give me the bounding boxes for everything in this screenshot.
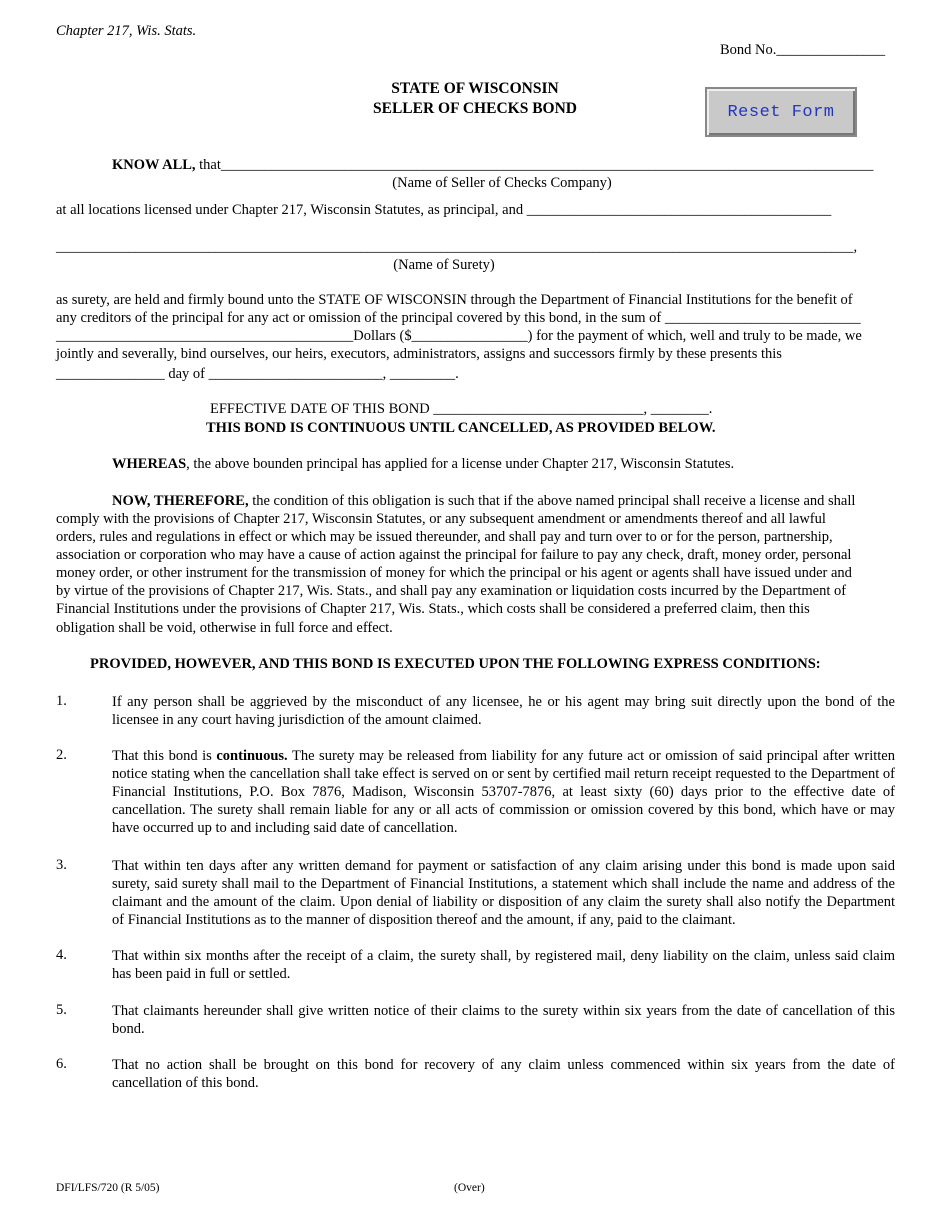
over-indicator: (Over): [454, 1182, 485, 1194]
surety-paragraph-line: jointly and severally, bind ourselves, our heirs, executors, administrators, assigns and successors firmly by these presents this: [56, 346, 782, 362]
title-state: STATE OF WISCONSIN: [391, 80, 559, 97]
now-therefore-line: by virtue of the provisions of Chapter 217, Wis. Stats., and shall pay any examination or liquidation costs incurred by the Department of: [56, 583, 847, 599]
condition-text-part: The surety may be released from liability for any future act or omission of said principal after written notice stating when the cancellation shall take effect is served on or sent by certified mail return receipt requested to the Department of Financial Institutions, P.O. Box 7876, Madison, Wisconsin 53707-7876, at least sixty (60) days prior to the effective date of cancellation. The surety shall remain liable for any or all acts of commission or omission covered by this bond, which have or may have occurred up to and including said date of cancellation.: [112, 748, 895, 836]
locations-line[interactable]: at all locations licensed under Chapter 217, Wisconsin Statutes, as principal, and __________________________________________: [56, 202, 832, 218]
chapter-reference: Chapter 217, Wis. Stats.: [56, 23, 197, 39]
reset-form-button[interactable]: Reset Form: [705, 87, 857, 137]
seller-name-field[interactable]: that__________________________________________________________________________________________: [195, 157, 874, 173]
surety-caption: (Name of Surety): [393, 257, 495, 273]
condition-text: That within six months after the receipt of a claim, the surety shall, by registered mail, deny liability on the claim, unless said claim has been paid in full or settled.: [112, 948, 895, 982]
signing-date-line[interactable]: _______________ day of ________________________, _________.: [56, 366, 459, 382]
bond-number-field[interactable]: Bond No._______________: [720, 42, 886, 58]
condition-number: 1.: [56, 693, 67, 709]
know-all-label: KNOW ALL,: [112, 157, 196, 173]
condition-text: That claimants hereunder shall give written notice of their claims to the surety within six years from the date of cancellation of this bond.: [112, 1003, 895, 1037]
condition-text: [112, 747, 895, 837]
provided-heading: PROVIDED, HOWEVER, AND THIS BOND IS EXECUTED UPON THE FOLLOWING EXPRESS CONDITIONS:: [90, 656, 821, 672]
now-therefore-text: the condition of this obligation is such that if the above named principal shall receive a license and shall: [248, 493, 856, 509]
condition-text: If any person shall be aggrieved by the misconduct of any licensee, he or his agent may bring suit directly upon the bond of the licensee in any court having jurisdiction of the amount claimed.: [112, 694, 895, 728]
whereas-text: , the above bounden principal has applied for a license under Chapter 217, Wisconsin Statutes.: [186, 456, 735, 472]
know-all-line[interactable]: [112, 157, 873, 174]
now-therefore-line: orders, rules and regulations in effect or which may be issued thereunder, and shall pay and turn over to or for the person, partnership,: [56, 529, 833, 545]
now-therefore-line: comply with the provisions of Chapter 217, Wisconsin Statutes, or any subsequent amendment or amendments thereof and all lawful: [56, 511, 826, 527]
dollars-line[interactable]: _________________________________________Dollars ($________________) for the payment of which, well and truly to be made, we: [56, 328, 862, 344]
now-therefore-line: obligation shall be void, otherwise in full force and effect.: [56, 620, 393, 636]
seller-caption: (Name of Seller of Checks Company): [392, 175, 612, 191]
whereas-clause: [112, 456, 734, 473]
now-therefore-line: money order, or other instrument for the transmission of money for which the principal or his agent or agents shall have issued under and: [56, 565, 852, 581]
condition-number: 5.: [56, 1002, 67, 1018]
condition-number: 2.: [56, 747, 67, 763]
continuous-notice: THIS BOND IS CONTINUOUS UNTIL CANCELLED, AS PROVIDED BELOW.: [206, 420, 716, 436]
title-bond: SELLER OF CHECKS BOND: [373, 100, 577, 117]
now-therefore-line: association or corporation who may have a cause of action against the principal for failure to pay any check, draft, money order, personal: [56, 547, 852, 563]
condition-text-part: That this bond is: [112, 748, 217, 764]
condition-number: 6.: [56, 1056, 67, 1072]
condition-text: That no action shall be brought on this bond for recovery of any claim unless commenced within six years from the date of cancellation of this bond.: [112, 1057, 895, 1091]
form-id: DFI/LFS/720 (R 5/05): [56, 1182, 160, 1194]
now-therefore-clause: [112, 493, 855, 510]
now-therefore-line: Financial Institutions under the provisions of Chapter 217, Wis. Stats., which costs shall be considered a preferred claim, then this: [56, 601, 810, 617]
whereas-label: WHEREAS: [112, 456, 187, 472]
surety-paragraph-line: as surety, are held and firmly bound unto the STATE OF WISCONSIN through the Department of Financial Institutions for the benefit of: [56, 292, 853, 308]
condition-text: That within ten days after any written demand for payment or satisfaction of any claim arising under this bond is made upon said surety, said surety shall mail to the Department of Financial Institutions, a statement which shall include the name and address of the claimant and the amount of the claim. Upon denial of liability or disposition of any claim the surety shall also notify the Department of Financial Institutions as to the manner of disposition thereof and the amount, if any, paid to the claimant.: [112, 858, 895, 928]
condition-number: 3.: [56, 857, 67, 873]
continuous-emphasis: continuous.: [216, 748, 288, 764]
effective-date-field[interactable]: EFFECTIVE DATE OF THIS BOND _____________________________, ________.: [210, 401, 713, 417]
bond-sum-line[interactable]: any creditors of the principal for any act or omission of the principal covered by this bond, in the sum of ___________________________: [56, 310, 861, 326]
surety-name-field[interactable]: ______________________________________________________________________________________________________________,: [56, 239, 858, 255]
condition-number: 4.: [56, 947, 67, 963]
now-therefore-label: NOW, THEREFORE,: [112, 493, 249, 509]
